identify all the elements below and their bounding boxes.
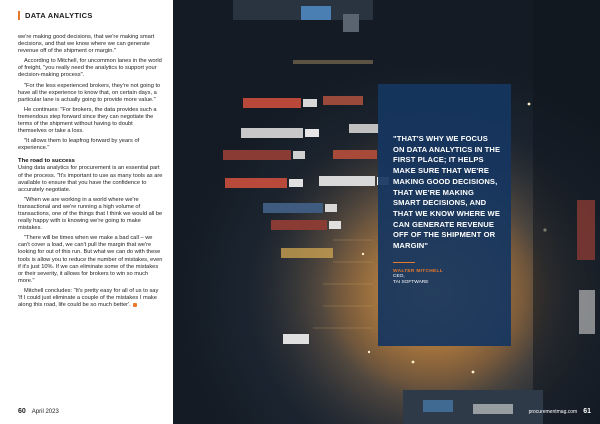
left-page	[0, 0, 173, 424]
quote-author-role: CEO,	[393, 273, 405, 279]
paragraph: we're making good decisions, that we're making smart decisions, and that we know where we can generate revenue off of the shipment or margin."	[18, 34, 155, 55]
subheading: The road to success	[18, 158, 75, 165]
page-number: 61	[583, 408, 591, 415]
pull-quote-box	[378, 84, 511, 346]
page-number: 60	[18, 408, 26, 415]
paragraph: He continues: "For brokers, the data provides such a tremendous step forward since they can negotiate the terms of the shipment without having to doubt themselves or take a loss.	[18, 106, 157, 135]
end-mark-icon	[133, 303, 137, 307]
folio-right	[529, 408, 591, 415]
right-page-photo	[173, 0, 600, 424]
section-header	[18, 11, 163, 20]
paragraph: "For the less experienced brokers, they're not going to have all the experience to know that, on certain days, a particular lane is actually going to provide more value."	[18, 82, 161, 103]
issue-date: April 2023	[31, 409, 59, 415]
paragraph-last	[18, 288, 163, 309]
section-accent-bar	[18, 11, 20, 20]
paragraph: "It allows them to leapfrog forward by years of experience."	[18, 138, 140, 152]
paragraph: According to Mitchell, for uncommon lanes in the world of freight, "you really need the analytics to support your decision-making process".	[18, 58, 162, 79]
section-title: DATA ANALYTICS	[25, 11, 93, 20]
pull-quote-text: "THAT'S WHY WE FOCUS ON DATA ANALYTICS IN THE FIRST PLACE; IT HELPS MAKE SURE THAT WE'RE MAKING GOOD DECISIONS, THAT WE'RE MAKING SMART DECISIONS, AND THAT WE KNOW WHERE WE CAN GENERATE REVENUE OFF OF THE SHIPMENT OR MARGIN"	[393, 134, 501, 251]
quote-author-company: TAI SOFTWARE	[393, 280, 429, 286]
paragraph: "There will be times when we make a bad call – we can't cover a load, we can't pull the margin that we're looking for out of this run. But what we can do with these tools is allow you to reduce the number of mistakes, even if it's just 10%. If we can eliminate some of the mistakes or their severity, it allows for brokers to win so much more."	[18, 235, 163, 284]
paragraph: Using data analytics for procurement is an essential part of the process. "It's important to use as many tools as are available to ensure that you have the confidence to accurately negotiate.	[18, 165, 163, 193]
folio-left	[18, 408, 59, 415]
website-url: procurementmag.com	[528, 409, 578, 415]
quote-author: WALTER MITCHELL	[393, 268, 443, 274]
article-body	[18, 34, 163, 309]
paragraph: "When we are working in a world where we're transactional and we're running a high volume of transactions, one of the things that I think we would all be really happy with is knowing we're going to make mistakes.	[18, 196, 163, 232]
quote-divider	[393, 262, 415, 263]
paragraph-text: Mitchell concludes: "It's pretty easy for all of us to say 'If I could just eliminate a couple of the mistakes I make along this road, life could be so much better'.	[18, 287, 159, 309]
